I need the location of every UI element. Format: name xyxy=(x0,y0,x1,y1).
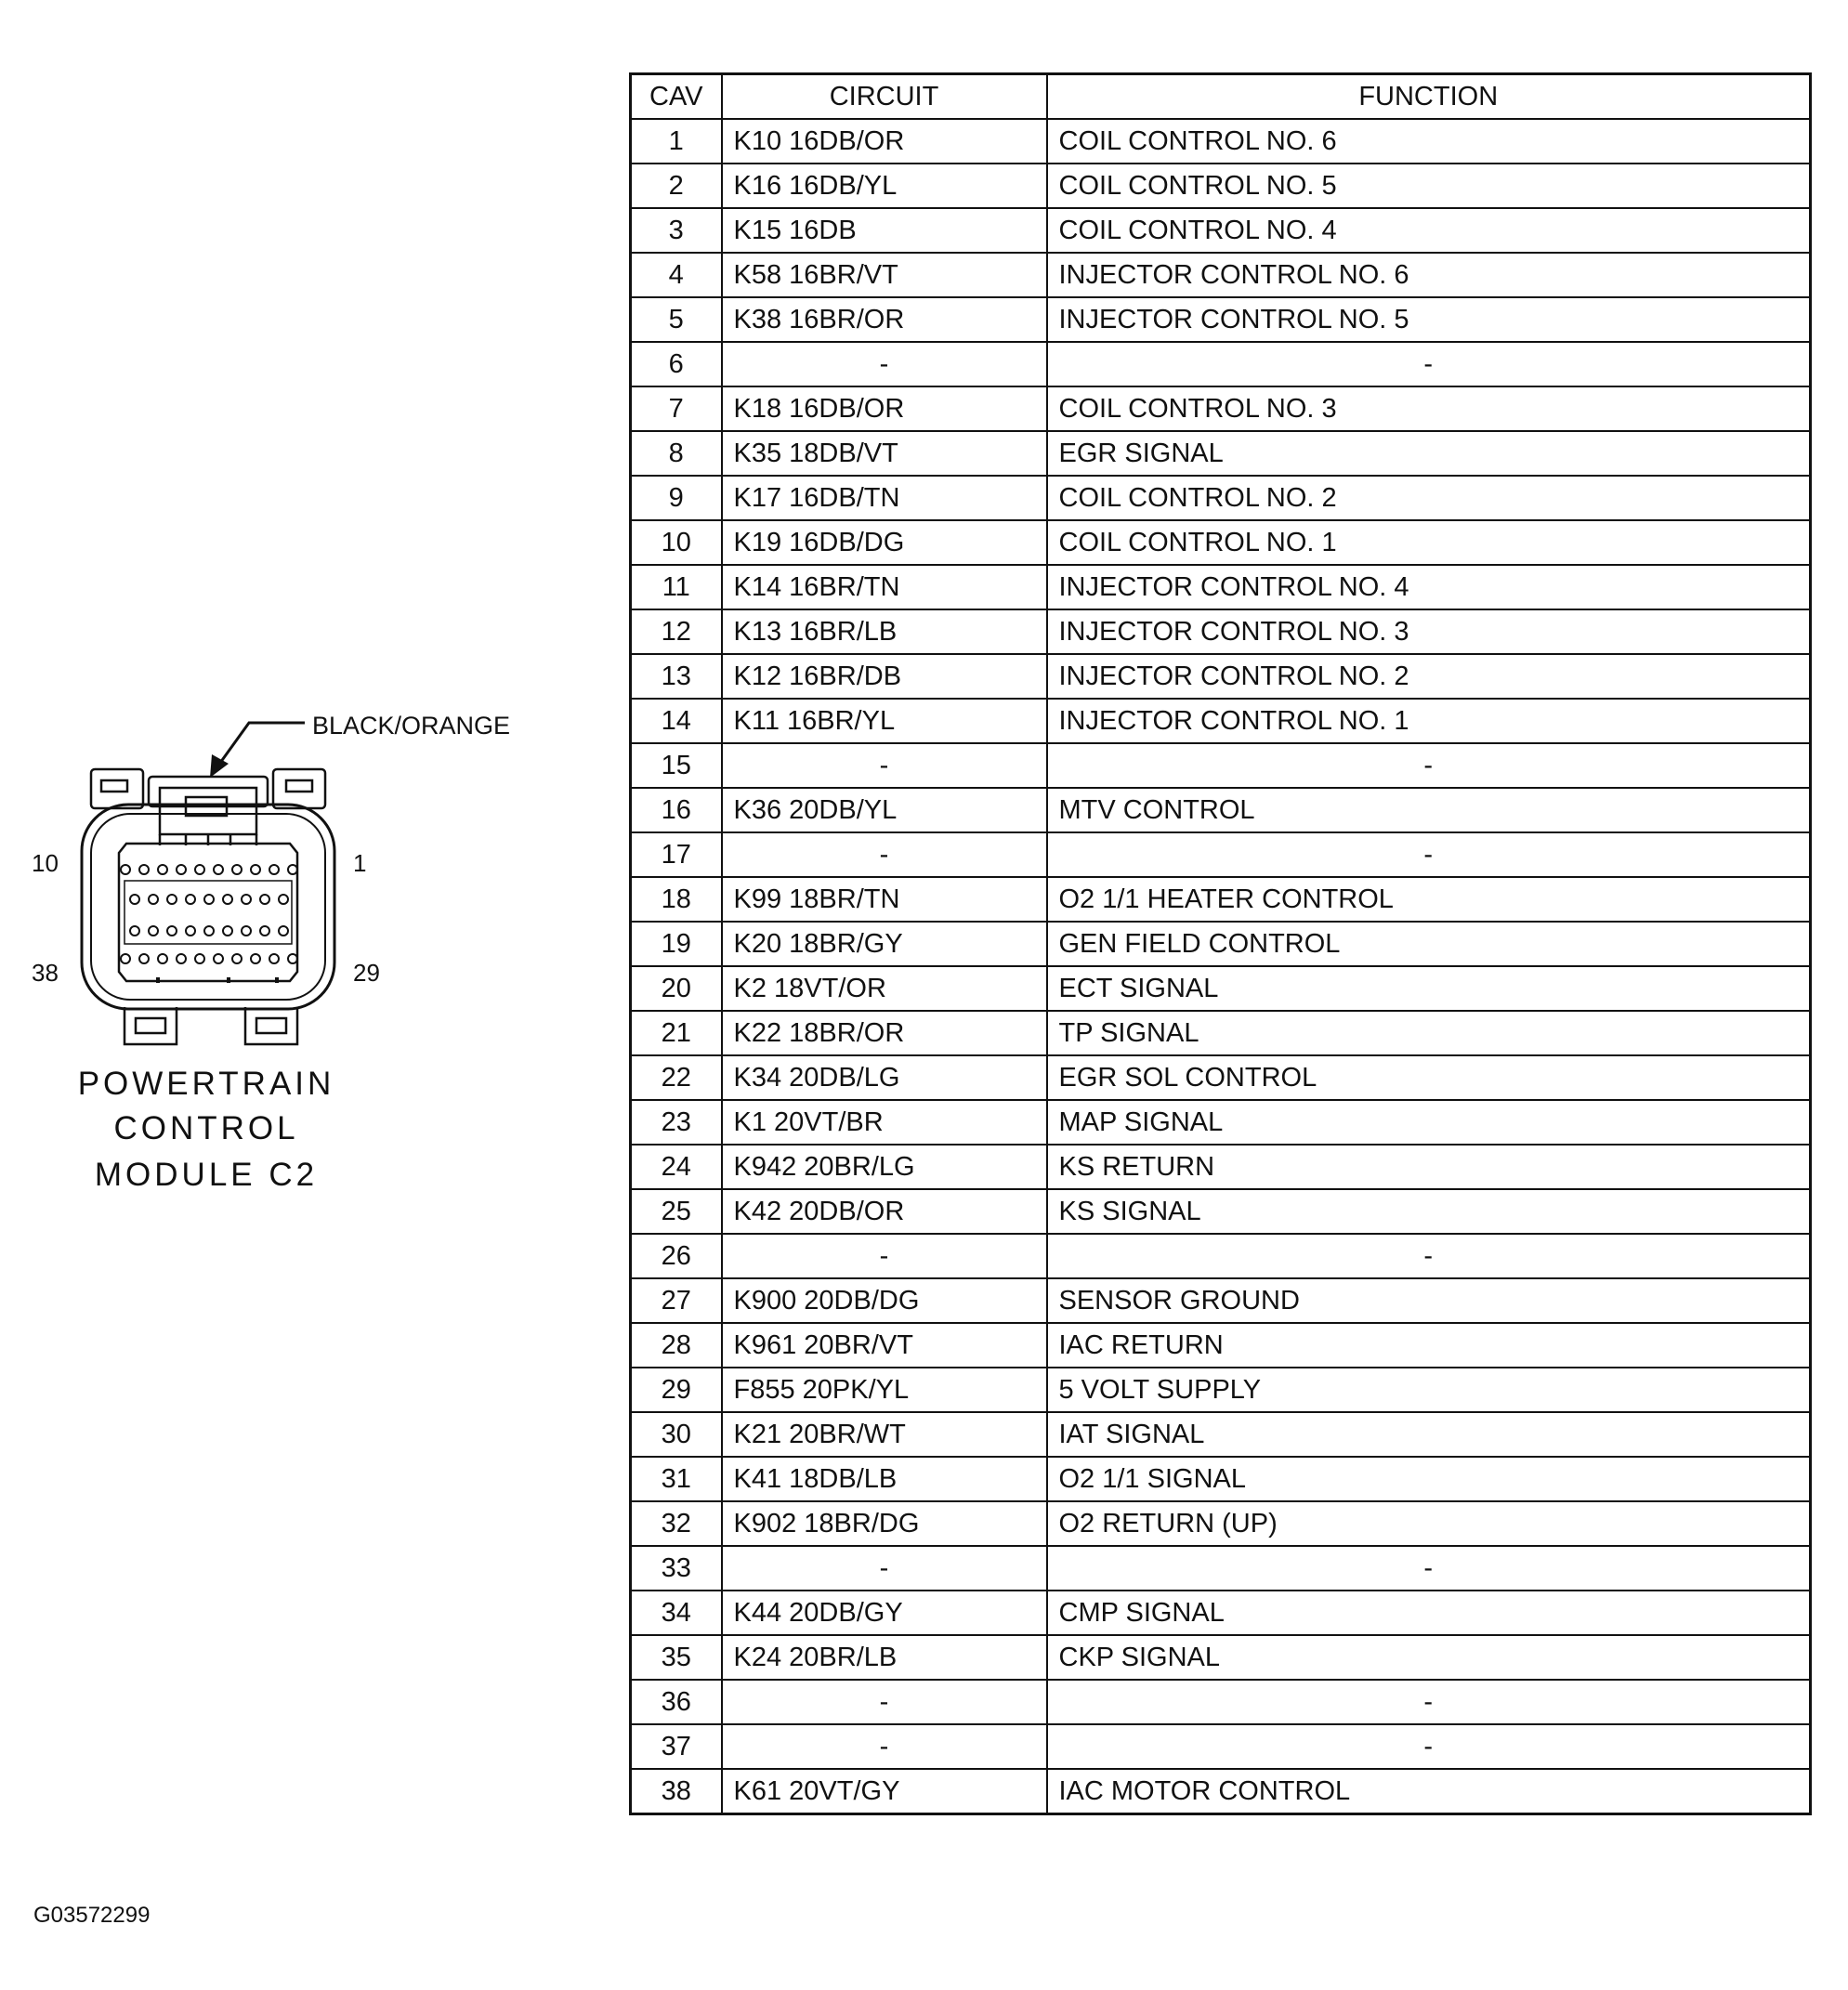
function-cell: EGR SIGNAL xyxy=(1047,431,1811,476)
circuit-cell: K14 16BR/TN xyxy=(722,565,1047,609)
table-row xyxy=(631,1457,1811,1501)
function-cell: IAC RETURN xyxy=(1047,1323,1811,1368)
function-cell: COIL CONTROL NO. 1 xyxy=(1047,520,1811,565)
cav-cell: 22 xyxy=(631,1055,722,1100)
cav-cell: 31 xyxy=(631,1457,722,1501)
cav-cell: 19 xyxy=(631,922,722,966)
cav-cell: 26 xyxy=(631,1234,722,1278)
circuit-cell: K17 16DB/TN xyxy=(722,476,1047,520)
function-cell: INJECTOR CONTROL NO. 5 xyxy=(1047,297,1811,342)
cav-cell: 10 xyxy=(631,520,722,565)
circuit-cell: K58 16BR/VT xyxy=(722,253,1047,297)
cav-cell: 35 xyxy=(631,1635,722,1680)
header-cav: CAV xyxy=(631,74,722,120)
function-cell: O2 1/1 SIGNAL xyxy=(1047,1457,1811,1501)
cav-cell: 25 xyxy=(631,1189,722,1234)
connector-latch xyxy=(149,777,268,845)
cav-cell: 5 xyxy=(631,297,722,342)
table-row xyxy=(631,1145,1811,1189)
function-cell: - xyxy=(1047,1724,1811,1769)
function-cell: COIL CONTROL NO. 5 xyxy=(1047,164,1811,208)
function-cell: COIL CONTROL NO. 3 xyxy=(1047,386,1811,431)
circuit-cell: K36 20DB/YL xyxy=(722,788,1047,832)
circuit-cell: K18 16DB/OR xyxy=(722,386,1047,431)
table-row xyxy=(631,1055,1811,1100)
table-body xyxy=(631,119,1811,1814)
function-cell: TP SIGNAL xyxy=(1047,1011,1811,1055)
circuit-cell: K19 16DB/DG xyxy=(722,520,1047,565)
function-cell: INJECTOR CONTROL NO. 3 xyxy=(1047,609,1811,654)
callout-leader-line xyxy=(216,723,305,769)
circuit-cell: - xyxy=(722,1680,1047,1724)
circuit-cell: K38 16BR/OR xyxy=(722,297,1047,342)
cav-cell: 2 xyxy=(631,164,722,208)
table-row xyxy=(631,1368,1811,1412)
pin-label-1: 1 xyxy=(353,849,367,877)
function-cell: KS RETURN xyxy=(1047,1145,1811,1189)
circuit-cell: K15 16DB xyxy=(722,208,1047,253)
function-cell: COIL CONTROL NO. 4 xyxy=(1047,208,1811,253)
function-cell: IAT SIGNAL xyxy=(1047,1412,1811,1457)
circuit-cell: - xyxy=(722,743,1047,788)
circuit-cell: - xyxy=(722,1546,1047,1591)
circuit-cell: K12 16BR/DB xyxy=(722,654,1047,699)
circuit-cell: K961 20BR/VT xyxy=(722,1323,1047,1368)
circuit-cell: K61 20VT/GY xyxy=(722,1769,1047,1814)
cav-cell: 30 xyxy=(631,1412,722,1457)
function-cell: 5 VOLT SUPPLY xyxy=(1047,1368,1811,1412)
table-row xyxy=(631,609,1811,654)
function-cell: - xyxy=(1047,1234,1811,1278)
table-row xyxy=(631,342,1811,386)
circuit-cell: K24 20BR/LB xyxy=(722,1635,1047,1680)
cav-cell: 33 xyxy=(631,1546,722,1591)
pin-label-38: 38 xyxy=(32,959,59,987)
table-row xyxy=(631,565,1811,609)
circuit-cell: K99 18BR/TN xyxy=(722,877,1047,922)
function-cell: GEN FIELD CONTROL xyxy=(1047,922,1811,966)
function-cell: INJECTOR CONTROL NO. 1 xyxy=(1047,699,1811,743)
cav-cell: 12 xyxy=(631,609,722,654)
cav-cell: 6 xyxy=(631,342,722,386)
circuit-cell: K900 20DB/DG xyxy=(722,1278,1047,1323)
circuit-cell: K13 16BR/LB xyxy=(722,609,1047,654)
cav-cell: 3 xyxy=(631,208,722,253)
cav-cell: 27 xyxy=(631,1278,722,1323)
function-cell: O2 RETURN (UP) xyxy=(1047,1501,1811,1546)
function-cell: COIL CONTROL NO. 6 xyxy=(1047,119,1811,164)
circuit-cell: K2 18VT/OR xyxy=(722,966,1047,1011)
table-row xyxy=(631,877,1811,922)
circuit-cell: K34 20DB/LG xyxy=(722,1055,1047,1100)
header-function: FUNCTION xyxy=(1047,74,1811,120)
connector-diagram xyxy=(0,0,595,1254)
cav-cell: 36 xyxy=(631,1680,722,1724)
table-header-row xyxy=(631,74,1811,120)
module-title-line-3: MODULE C2 xyxy=(94,1157,319,1193)
function-cell: INJECTOR CONTROL NO. 2 xyxy=(1047,654,1811,699)
pinout-table xyxy=(629,72,1812,1815)
cav-cell: 29 xyxy=(631,1368,722,1412)
table-row xyxy=(631,1635,1811,1680)
function-cell: - xyxy=(1047,832,1811,877)
circuit-cell: K22 18BR/OR xyxy=(722,1011,1047,1055)
cav-cell: 24 xyxy=(631,1145,722,1189)
function-cell: - xyxy=(1047,342,1811,386)
cav-cell: 9 xyxy=(631,476,722,520)
function-cell: SENSOR GROUND xyxy=(1047,1278,1811,1323)
table-row xyxy=(631,1100,1811,1145)
table-row xyxy=(631,1323,1811,1368)
circuit-cell: - xyxy=(722,1234,1047,1278)
table-row xyxy=(631,1011,1811,1055)
circuit-cell: - xyxy=(722,832,1047,877)
table-row xyxy=(631,1278,1811,1323)
circuit-cell: - xyxy=(722,1724,1047,1769)
cav-cell: 37 xyxy=(631,1724,722,1769)
table-row xyxy=(631,1680,1811,1724)
circuit-cell: K20 18BR/GY xyxy=(722,922,1047,966)
function-cell: COIL CONTROL NO. 2 xyxy=(1047,476,1811,520)
circuit-cell: K1 20VT/BR xyxy=(722,1100,1047,1145)
header-circuit: CIRCUIT xyxy=(722,74,1047,120)
function-cell: INJECTOR CONTROL NO. 6 xyxy=(1047,253,1811,297)
table-row xyxy=(631,476,1811,520)
callout-arrowhead xyxy=(210,754,229,778)
cav-cell: 1 xyxy=(631,119,722,164)
table-row xyxy=(631,1546,1811,1591)
cav-cell: 4 xyxy=(631,253,722,297)
figure-id: G03572299 xyxy=(33,1903,151,1928)
callout-label: BLACK/ORANGE xyxy=(312,712,511,740)
table-row xyxy=(631,654,1811,699)
table-row xyxy=(631,1769,1811,1814)
cav-cell: 32 xyxy=(631,1501,722,1546)
cav-cell: 23 xyxy=(631,1100,722,1145)
table-row xyxy=(631,520,1811,565)
table-row xyxy=(631,1412,1811,1457)
circuit-cell: K902 18BR/DG xyxy=(722,1501,1047,1546)
cav-cell: 17 xyxy=(631,832,722,877)
function-cell: EGR SOL CONTROL xyxy=(1047,1055,1811,1100)
function-cell: MAP SIGNAL xyxy=(1047,1100,1811,1145)
pin-label-29: 29 xyxy=(353,959,380,987)
circuit-cell: K35 18DB/VT xyxy=(722,431,1047,476)
table-row xyxy=(631,1501,1811,1546)
table-row xyxy=(631,966,1811,1011)
table-row xyxy=(631,431,1811,476)
cav-cell: 38 xyxy=(631,1769,722,1814)
table-row xyxy=(631,699,1811,743)
table-row xyxy=(631,832,1811,877)
cav-cell: 28 xyxy=(631,1323,722,1368)
circuit-cell: K41 18DB/LB xyxy=(722,1457,1047,1501)
table-row xyxy=(631,1591,1811,1635)
function-cell: CMP SIGNAL xyxy=(1047,1591,1811,1635)
circuit-cell: K942 20BR/LG xyxy=(722,1145,1047,1189)
cavity-holes xyxy=(121,865,297,963)
circuit-cell: K21 20BR/WT xyxy=(722,1412,1047,1457)
table-row xyxy=(631,743,1811,788)
circuit-cell: K10 16DB/OR xyxy=(722,119,1047,164)
table-row xyxy=(631,1724,1811,1769)
function-cell: - xyxy=(1047,1680,1811,1724)
module-title-line-1: POWERTRAIN xyxy=(77,1066,335,1102)
function-cell: O2 1/1 HEATER CONTROL xyxy=(1047,877,1811,922)
circuit-cell: K42 20DB/OR xyxy=(722,1189,1047,1234)
table-row xyxy=(631,386,1811,431)
circuit-cell: K16 16DB/YL xyxy=(722,164,1047,208)
circuit-cell: F855 20PK/YL xyxy=(722,1368,1047,1412)
function-cell: CKP SIGNAL xyxy=(1047,1635,1811,1680)
module-title-line-2: CONTROL xyxy=(113,1110,299,1146)
cav-cell: 7 xyxy=(631,386,722,431)
cav-cell: 34 xyxy=(631,1591,722,1635)
pin-label-10: 10 xyxy=(32,849,59,877)
cav-cell: 15 xyxy=(631,743,722,788)
table-row xyxy=(631,788,1811,832)
connector-bottom-tabs xyxy=(125,1007,297,1044)
table-row xyxy=(631,297,1811,342)
table-row xyxy=(631,253,1811,297)
cav-cell: 20 xyxy=(631,966,722,1011)
function-cell: INJECTOR CONTROL NO. 4 xyxy=(1047,565,1811,609)
circuit-cell: - xyxy=(722,342,1047,386)
table-row xyxy=(631,922,1811,966)
circuit-cell: K44 20DB/GY xyxy=(722,1591,1047,1635)
table-row xyxy=(631,119,1811,164)
table-row xyxy=(631,1234,1811,1278)
cav-cell: 16 xyxy=(631,788,722,832)
table-row xyxy=(631,1189,1811,1234)
table-row xyxy=(631,208,1811,253)
cav-cell: 18 xyxy=(631,877,722,922)
function-cell: - xyxy=(1047,1546,1811,1591)
cav-cell: 8 xyxy=(631,431,722,476)
function-cell: KS SIGNAL xyxy=(1047,1189,1811,1234)
function-cell: MTV CONTROL xyxy=(1047,788,1811,832)
cav-cell: 21 xyxy=(631,1011,722,1055)
circuit-cell: K11 16BR/YL xyxy=(722,699,1047,743)
function-cell: - xyxy=(1047,743,1811,788)
table-row xyxy=(631,164,1811,208)
function-cell: IAC MOTOR CONTROL xyxy=(1047,1769,1811,1814)
cav-cell: 14 xyxy=(631,699,722,743)
function-cell: ECT SIGNAL xyxy=(1047,966,1811,1011)
cav-cell: 11 xyxy=(631,565,722,609)
cav-cell: 13 xyxy=(631,654,722,699)
